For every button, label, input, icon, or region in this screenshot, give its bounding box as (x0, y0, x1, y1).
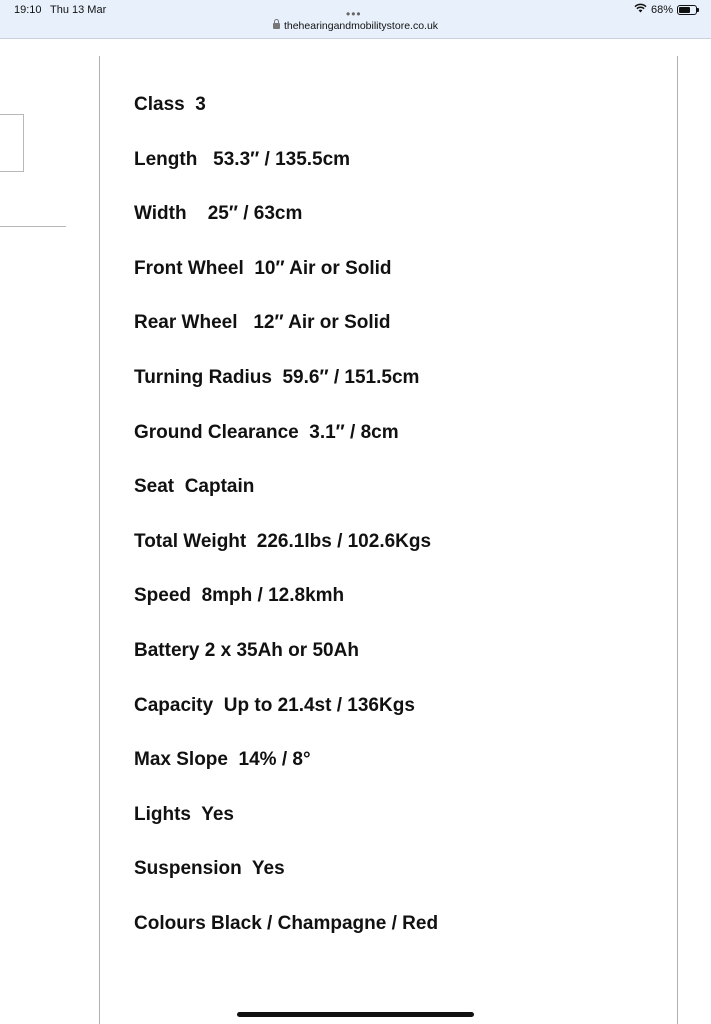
spec-battery: Battery 2 x 35Ah or 50Ah (134, 639, 359, 661)
spec-colours: Colours Black / Champagne / Red (134, 912, 439, 934)
home-indicator[interactable] (237, 1012, 474, 1017)
battery-icon (677, 5, 697, 15)
more-dots-icon[interactable]: ••• (346, 7, 362, 21)
status-indicators (634, 3, 697, 16)
lock-icon (273, 23, 280, 29)
spec-total-weight: Total Weight 226.1lbs / 102.6Kgs (134, 530, 432, 552)
url-display[interactable] (0, 20, 711, 32)
status-date: Thu 13 Mar (50, 4, 107, 16)
spec-speed: Speed 8mph / 12.8kmh (134, 585, 345, 607)
status-time: 19:10 (14, 4, 42, 16)
spec-capacity: Capacity Up to 21.4st / 136Kgs (134, 694, 415, 716)
url-text: thehearingandmobilitystore.co.uk (283, 20, 439, 32)
wifi-icon (634, 3, 647, 16)
left-divider (0, 226, 66, 227)
spec-ground-clearance: Ground Clearance 3.1″ / 8cm (134, 421, 399, 443)
spec-width: Width 25″ / 63cm (134, 203, 303, 225)
left-panel-edge (0, 114, 24, 172)
content-border-right (677, 56, 678, 1024)
content-border-left (99, 56, 100, 1024)
page-content (0, 39, 711, 1024)
spec-lights: Lights Yes (134, 803, 234, 825)
spec-suspension: Suspension Yes (134, 858, 285, 880)
spec-seat: Seat Captain (134, 476, 255, 498)
spec-length: Length 53.3″ / 135.5cm (134, 148, 351, 170)
spec-max-slope: Max Slope 14% / 8° (134, 749, 311, 771)
spec-turning-radius: Turning Radius 59.6″ / 151.5cm (134, 366, 420, 388)
spec-class: Class 3 (134, 94, 206, 115)
battery-percent: 68% (650, 3, 673, 16)
spec-list (134, 94, 438, 968)
spec-front-wheel: Front Wheel 10″ Air or Solid (134, 257, 392, 279)
spec-rear-wheel: Rear Wheel 12″ Air or Solid (134, 312, 391, 334)
battery-level (679, 7, 690, 13)
